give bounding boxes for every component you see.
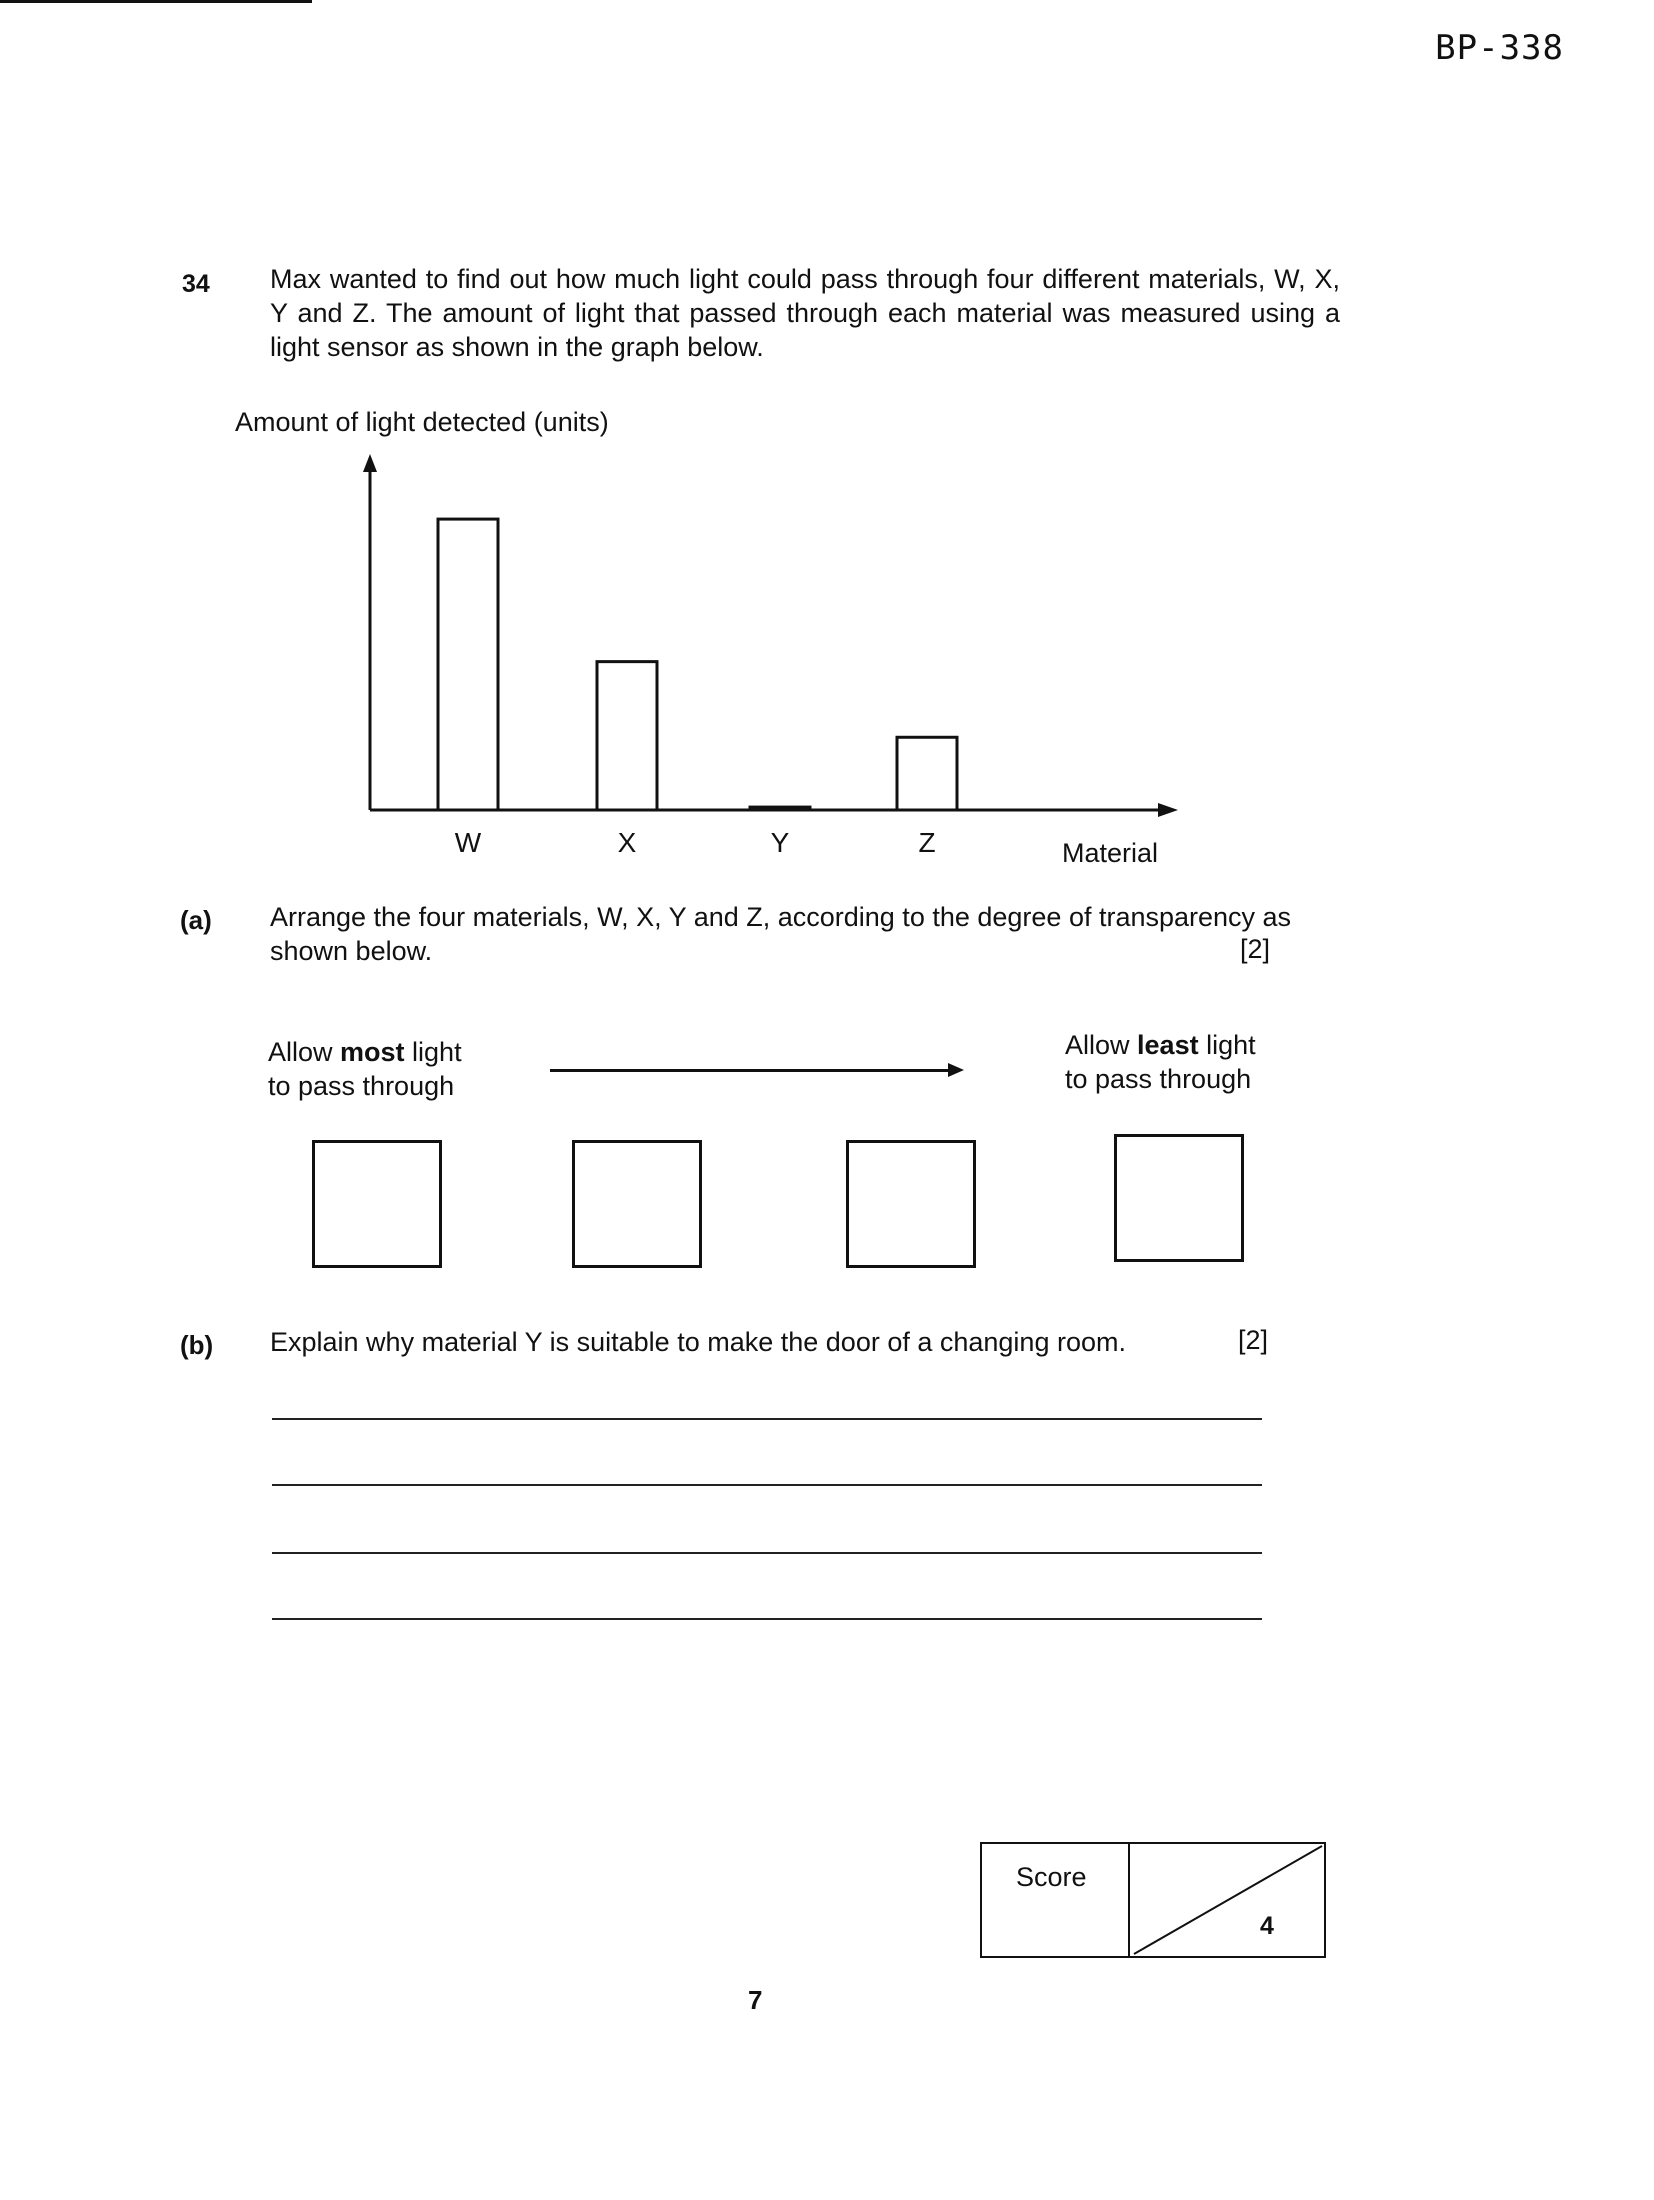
order-end-suffix: light bbox=[1198, 1030, 1256, 1060]
order-start-label bbox=[268, 1035, 462, 1103]
part-b-label: (b) bbox=[180, 1330, 214, 1360]
order-end-line2: to pass through bbox=[1065, 1064, 1252, 1094]
answer-line-1[interactable] bbox=[272, 1418, 1262, 1420]
x-tick-label-w: W bbox=[454, 827, 482, 858]
part-b-text: Explain why material Y is suitable to make the door of a changing room. bbox=[270, 1327, 1126, 1357]
order-end-prefix: Allow bbox=[1065, 1030, 1138, 1060]
order-start-prefix: Allow bbox=[268, 1037, 341, 1067]
order-arrow bbox=[550, 1069, 950, 1072]
score-label-cell bbox=[982, 1844, 1130, 1956]
order-end-emphasis: least bbox=[1137, 1030, 1199, 1060]
bar-z bbox=[897, 737, 957, 810]
top-rule bbox=[0, 0, 312, 3]
y-axis-arrowhead bbox=[363, 454, 377, 472]
document-code: BP-338 bbox=[1435, 28, 1564, 68]
score-max[interactable]: 4 bbox=[1260, 1912, 1274, 1940]
order-start-emphasis: most bbox=[340, 1037, 405, 1067]
part-a-marks: [2] bbox=[1240, 934, 1271, 964]
order-start-line2: to pass through bbox=[268, 1071, 455, 1101]
answer-box-2[interactable] bbox=[572, 1140, 702, 1268]
part-a-text: Arrange the four materials, W, X, Y and Z, according to the degree of transparency as shown below. bbox=[270, 902, 1292, 966]
answer-box-4[interactable] bbox=[1114, 1134, 1244, 1262]
bar-x bbox=[597, 662, 657, 810]
x-tick-label-z: Z bbox=[918, 827, 936, 858]
bar-w bbox=[438, 519, 498, 810]
bar-chart bbox=[340, 470, 1240, 890]
page-number: 7 bbox=[748, 1985, 763, 2015]
order-start-suffix: light bbox=[404, 1037, 462, 1067]
score-diagonal bbox=[1130, 1844, 1324, 1956]
score-label: Score bbox=[1016, 1862, 1087, 1892]
y-axis-label: Amount of light detected (units) bbox=[235, 407, 609, 437]
question-number: 34 bbox=[182, 270, 210, 298]
answer-line-2[interactable] bbox=[272, 1484, 1262, 1486]
x-tick-label-y: Y bbox=[770, 827, 790, 858]
x-tick-label-x: X bbox=[617, 827, 637, 858]
answer-box-3[interactable] bbox=[846, 1140, 976, 1268]
x-axis-arrowhead bbox=[1158, 803, 1178, 817]
bar-y bbox=[750, 807, 810, 810]
part-b-marks: [2] bbox=[1238, 1325, 1269, 1355]
score-box bbox=[980, 1842, 1326, 1958]
order-end-label bbox=[1065, 1028, 1256, 1096]
answer-line-3[interactable] bbox=[272, 1552, 1262, 1554]
x-axis-label: Material bbox=[1061, 838, 1159, 868]
answer-box-1[interactable] bbox=[312, 1140, 442, 1268]
part-a-label: (a) bbox=[180, 905, 212, 935]
question-stem: Max wanted to find out how much light could pass through four different materials, W, X, Y and Z. The amount of light that passed through each material was measured using a light sensor as shown in the graph below. bbox=[270, 264, 1340, 362]
answer-line-4[interactable] bbox=[272, 1618, 1262, 1620]
